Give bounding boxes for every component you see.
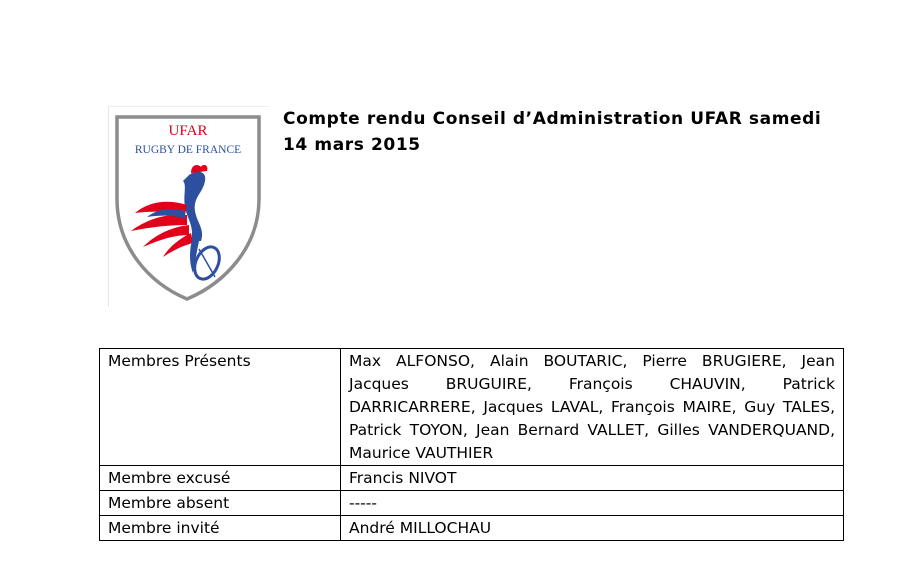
members-table [99, 348, 844, 541]
table-row [100, 349, 844, 466]
logo-subtitle: RUGBY DE FRANCE [134, 144, 242, 156]
row-label-presents: Membres Présents [100, 349, 341, 466]
row-label-absent: Membre absent [100, 491, 341, 516]
row-value-presents: Max ALFONSO, Alain BOUTARIC, Pierre BRUGIERE, Jean Jacques BRUGUIRE, François CHAUVIN, Patrick DARRICARRERE, Jacques LAVAL, François MAIRE, Guy TALES, Patrick TOYON, Jean Bernard VALLET, Gilles VANDERQUAND, Maurice VAUTHIER [341, 349, 844, 466]
table-row [100, 516, 844, 541]
title-line-2: 14 mars 2015 [283, 135, 421, 155]
table-row [100, 466, 844, 491]
ufar-shield-emblem [109, 107, 269, 307]
row-label-invite: Membre invité [100, 516, 341, 541]
ufar-logo [108, 106, 269, 307]
title-line-1: Compte rendu Conseil d’Administration UFAR samedi [283, 109, 822, 129]
table-row [100, 491, 844, 516]
row-value-absent: ----- [341, 491, 844, 516]
page-title [283, 106, 843, 158]
logo-title: UFAR [168, 123, 208, 139]
row-value-excuse: Francis NIVOT [341, 466, 844, 491]
row-label-excuse: Membre excusé [100, 466, 341, 491]
row-value-invite: André MILLOCHAU [341, 516, 844, 541]
